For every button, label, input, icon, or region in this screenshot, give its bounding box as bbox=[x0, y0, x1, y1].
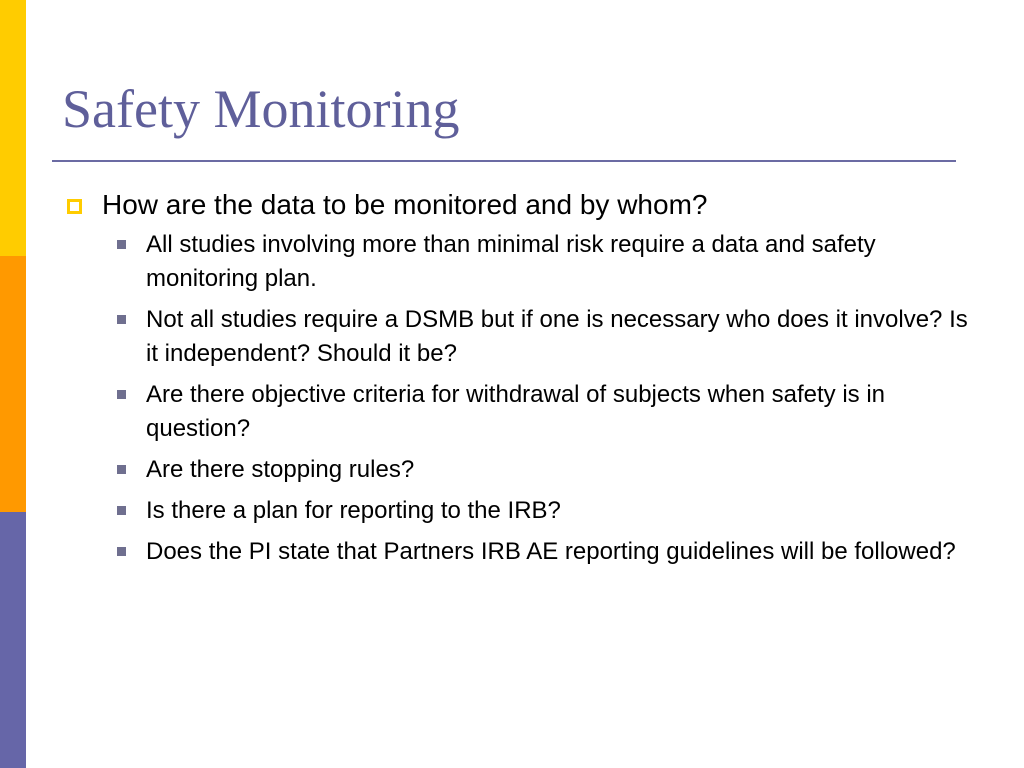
filled-square-bullet-icon bbox=[117, 390, 126, 399]
filled-square-bullet-icon bbox=[117, 547, 126, 556]
hollow-square-bullet-icon bbox=[67, 199, 82, 214]
main-bullet-text: How are the data to be monitored and by whom? bbox=[102, 189, 708, 220]
slide-content bbox=[60, 186, 970, 576]
list-item bbox=[60, 228, 970, 296]
filled-square-bullet-icon bbox=[117, 315, 126, 324]
side-bar-yellow-segment bbox=[0, 0, 26, 256]
sub-bullet-text: Is there a plan for reporting to the IRB? bbox=[146, 497, 561, 524]
side-bar-orange-segment bbox=[0, 256, 26, 512]
list-item bbox=[60, 494, 970, 528]
title-underline-rule bbox=[52, 160, 956, 162]
sub-bullet-text: Does the PI state that Partners IRB AE reporting guidelines will be followed? bbox=[146, 538, 956, 565]
sub-bullet-list bbox=[60, 228, 970, 569]
sub-bullet-text: Are there objective criteria for withdrawal of subjects when safety is in question? bbox=[146, 381, 885, 442]
sub-bullet-text: Not all studies require a DSMB but if one is necessary who does it involve? Is it independent? Should it be? bbox=[146, 306, 968, 367]
list-item bbox=[60, 378, 970, 446]
filled-square-bullet-icon bbox=[117, 506, 126, 515]
filled-square-bullet-icon bbox=[117, 240, 126, 249]
list-item bbox=[60, 535, 970, 569]
side-color-bar bbox=[0, 0, 26, 768]
sub-bullet-text: All studies involving more than minimal risk require a data and safety monitoring plan. bbox=[146, 231, 876, 292]
list-item bbox=[60, 453, 970, 487]
main-bullet-point bbox=[60, 186, 970, 224]
list-item bbox=[60, 303, 970, 371]
side-bar-purple-segment bbox=[0, 512, 26, 768]
filled-square-bullet-icon bbox=[117, 465, 126, 474]
sub-bullet-text: Are there stopping rules? bbox=[146, 456, 415, 483]
slide-title: Safety Monitoring bbox=[62, 79, 460, 139]
